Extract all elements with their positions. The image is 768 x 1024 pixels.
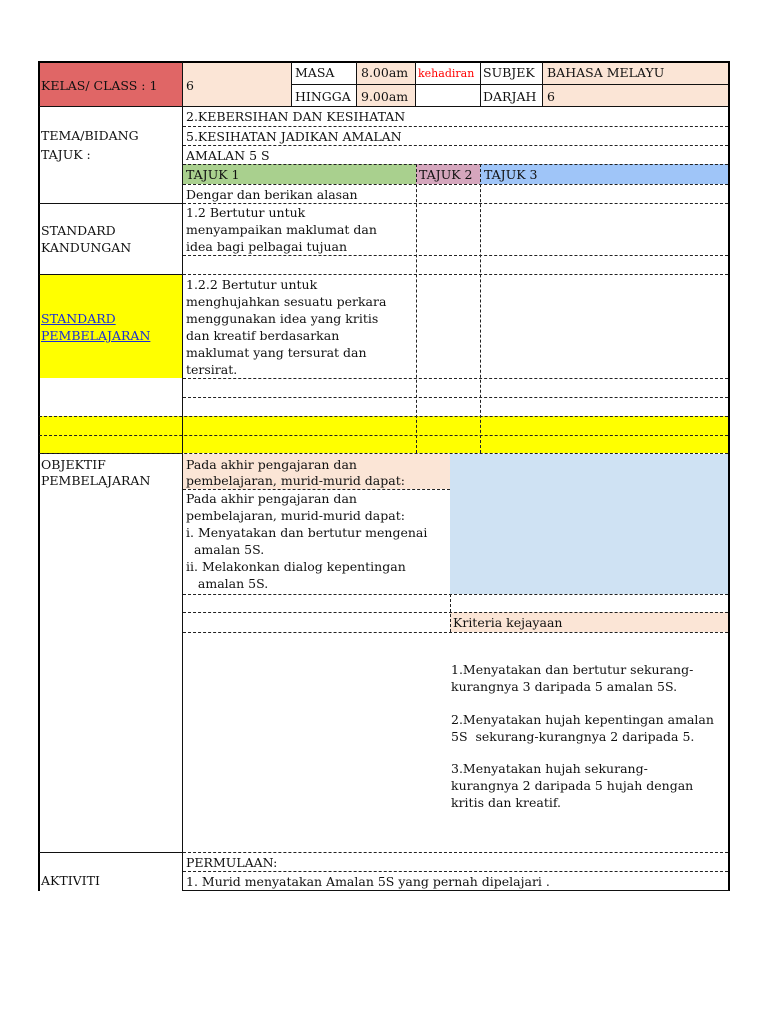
objektif-peach-line: Pada akhir pengajaran dan bbox=[186, 457, 357, 472]
col-line bbox=[480, 164, 481, 453]
kriteria-line: kritis dan kreatif. bbox=[451, 795, 562, 810]
objektif-peach-line: pembelajaran, murid-murid dapat: bbox=[186, 473, 405, 488]
label-column-border bbox=[182, 62, 183, 891]
section-line bbox=[39, 274, 182, 275]
row-line bbox=[183, 378, 728, 379]
tajuk-label: TAJUK : bbox=[41, 147, 91, 162]
aktiviti-label: AKTIVITI bbox=[41, 873, 100, 888]
row-line bbox=[183, 145, 728, 146]
sk-line: menyampaikan maklumat dan bbox=[186, 222, 377, 237]
objektif-label-2: PEMBELAJARAN bbox=[41, 473, 151, 488]
sk-line: idea bagi pelbagai tujuan bbox=[186, 239, 348, 254]
sp-line: dan kreatif berdasarkan bbox=[186, 328, 340, 343]
row-line bbox=[183, 274, 728, 275]
tajuk3-label: TAJUK 3 bbox=[484, 167, 538, 182]
sp-line: tersirat. bbox=[186, 362, 238, 377]
row-line bbox=[183, 594, 728, 595]
tema-row-1: 2.KEBERSIHAN DAN KESIHATAN bbox=[186, 109, 406, 124]
aktiviti-line-2: 1. Murid menyatakan Amalan 5S yang pernah dipelajari . bbox=[186, 874, 550, 889]
sk-label-2: KANDUNGAN bbox=[41, 240, 132, 255]
tema-row-3: AMALAN 5 S bbox=[186, 148, 270, 163]
objektif-blue-block bbox=[450, 454, 728, 594]
row-line bbox=[183, 164, 728, 165]
sp-line: maklumat yang tersurat dan bbox=[186, 345, 367, 360]
kriteria-line: 5S sekurang-kurangnya 2 daripada 5. bbox=[451, 729, 695, 744]
header-bottom-border bbox=[39, 106, 728, 107]
darjah-value-cell bbox=[543, 84, 728, 106]
kelas-value: 6 bbox=[186, 78, 194, 93]
sp-line: menggunakan idea yang kritis bbox=[186, 311, 379, 326]
row-line bbox=[183, 255, 728, 256]
tema-row-2: 5.KESIHATAN JADIKAN AMALAN bbox=[186, 129, 402, 144]
tema-label: TEMA/BIDANG bbox=[41, 128, 139, 143]
section-line bbox=[39, 852, 182, 853]
kriteria-line: 2.Menyatakan hujah kepentingan amalan bbox=[451, 712, 714, 727]
sp-label-link-1[interactable]: STANDARD bbox=[41, 311, 116, 326]
sp-line: menghujahkan sesuatu perkara bbox=[186, 294, 387, 309]
masa-label: MASA bbox=[295, 65, 335, 80]
header-mid-line bbox=[291, 84, 728, 85]
row-line bbox=[183, 397, 728, 398]
objektif-line: amalan 5S. bbox=[186, 542, 265, 557]
kelas-value-cell bbox=[182, 62, 291, 106]
subjek-value: BAHASA MELAYU bbox=[547, 65, 665, 80]
darjah-value: 6 bbox=[547, 89, 555, 104]
darjah-label: DARJAH bbox=[483, 89, 537, 104]
tajuk1-label: TAJUK 1 bbox=[186, 167, 240, 182]
kelas-label: KELAS/ CLASS : 1 bbox=[41, 78, 158, 93]
kehadiran-label: kehadiran bbox=[418, 67, 475, 80]
objektif-line: pembelajaran, murid-murid dapat: bbox=[186, 508, 405, 523]
objektif-label-1: OBJEKTIF bbox=[41, 457, 106, 472]
left-border bbox=[38, 61, 40, 891]
row-line bbox=[183, 184, 728, 185]
aktiviti-line-1: PERMULAAN: bbox=[186, 855, 278, 870]
row-line bbox=[183, 852, 728, 853]
row-line bbox=[183, 126, 728, 127]
kriteria-line: 3.Menyatakan hujah sekurang- bbox=[451, 761, 648, 776]
kriteria-line: kurangnya 3 daripada 5 amalan 5S. bbox=[451, 679, 678, 694]
objektif-line: amalan 5S. bbox=[186, 576, 269, 591]
tajuk2-label: TAJUK 2 bbox=[419, 167, 473, 182]
hingga-label: HINGGA bbox=[295, 89, 351, 104]
section-line bbox=[39, 203, 182, 204]
top-border bbox=[38, 61, 730, 63]
tema-row-5: Dengar dan berikan alasan bbox=[186, 187, 358, 202]
row-line bbox=[39, 435, 728, 436]
subjek-label: SUBJEK bbox=[483, 65, 535, 80]
kriteria-line: kurangnya 2 daripada 5 hujah dengan bbox=[451, 778, 694, 793]
objektif-line: Pada akhir pengajaran dan bbox=[186, 491, 357, 506]
row-line bbox=[39, 416, 728, 417]
sk-label-1: STANDARD bbox=[41, 223, 116, 238]
hingga-value: 9.00am bbox=[361, 89, 409, 104]
kriteria-label: Kriteria kejayaan bbox=[453, 615, 563, 630]
objektif-line: i. Menyatakan dan bertutur mengenai bbox=[186, 525, 428, 540]
right-border bbox=[728, 61, 730, 891]
sk-line: 1.2 Bertutur untuk bbox=[186, 205, 306, 220]
col-line bbox=[450, 594, 451, 632]
row-line bbox=[183, 612, 728, 613]
masa-value: 8.00am bbox=[361, 65, 409, 80]
bottom-border bbox=[183, 890, 729, 891]
row-line bbox=[39, 453, 728, 454]
col-line bbox=[416, 164, 417, 453]
yellow-row-1 bbox=[39, 416, 728, 435]
objektif-line: ii. Melakonkan dialog kepentingan bbox=[186, 559, 406, 574]
row-line bbox=[183, 632, 728, 633]
kriteria-line: 1.Menyatakan dan bertutur sekurang- bbox=[451, 662, 694, 677]
row-line bbox=[183, 871, 728, 872]
sp-line: 1.2.2 Bertutur untuk bbox=[186, 277, 318, 292]
sp-label-link-2[interactable]: PEMBELAJARAN bbox=[41, 328, 151, 343]
yellow-row-2 bbox=[39, 435, 728, 453]
